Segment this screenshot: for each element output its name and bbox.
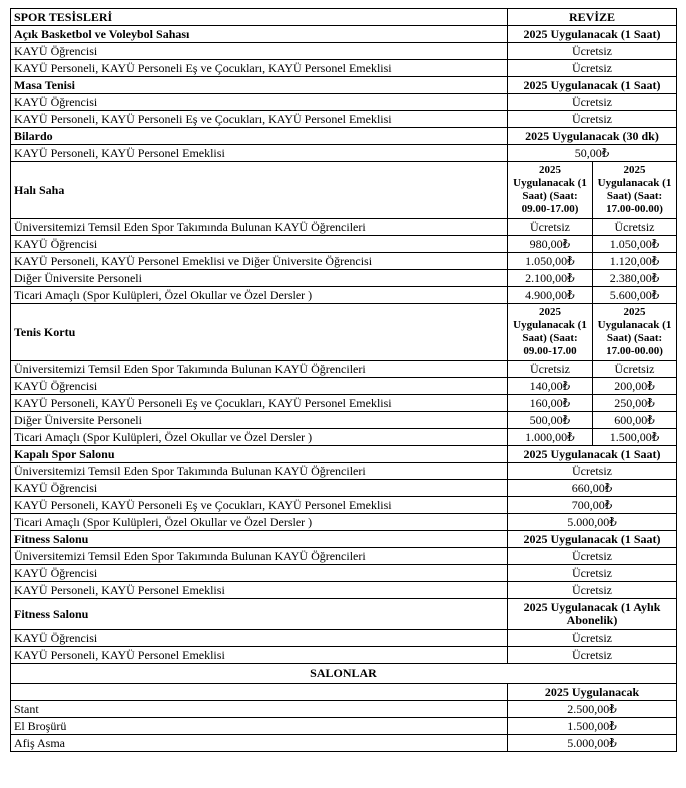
row-value-night: 1.500,00₺	[593, 429, 677, 446]
table-row	[11, 647, 677, 664]
row-label: El Broşürü	[11, 718, 508, 735]
row-label: Ticari Amaçlı (Spor Kulüpleri, Özel Okullar ve Özel Dersler )	[11, 514, 508, 531]
section-title: Tenis Kortu	[11, 304, 508, 361]
row-value: 5.000,00₺	[508, 735, 677, 752]
section-header-row	[11, 162, 677, 219]
section-title: Fitness Salonu	[11, 599, 508, 630]
row-value-night: 250,00₺	[593, 395, 677, 412]
table-row	[11, 395, 677, 412]
table-row	[11, 735, 677, 752]
section-price-header: 2025 Uygulanacak (1 Saat)	[508, 77, 677, 94]
table-row	[11, 145, 677, 162]
section-price-header-night: 2025 Uygulanacak (1 Saat) (Saat: 17.00-00.00)	[593, 304, 677, 361]
section-price-header-day: 2025 Uygulanacak (1 Saat) (Saat: 09.00-17.00	[508, 304, 593, 361]
row-label: KAYÜ Personeli, KAYÜ Personeli Eş ve Çocukları, KAYÜ Personel Emeklisi	[11, 497, 508, 514]
section-header-row	[11, 664, 677, 684]
section-price-header-night: 2025 Uygulanacak (1 Saat) (Saat: 17.00-00.00)	[593, 162, 677, 219]
row-label: Stant	[11, 701, 508, 718]
table-row	[11, 287, 677, 304]
row-value-day: 500,00₺	[508, 412, 593, 429]
section-price-header: 2025 Uygulanacak (30 dk)	[508, 128, 677, 145]
row-label: KAYÜ Personeli, KAYÜ Personeli Eş ve Çocukları, KAYÜ Personel Emeklisi	[11, 60, 508, 77]
row-value: Ücretsiz	[508, 60, 677, 77]
row-value-night: 200,00₺	[593, 378, 677, 395]
row-value: 660,00₺	[508, 480, 677, 497]
table-row	[11, 630, 677, 647]
fee-table	[10, 8, 677, 752]
table-row	[11, 701, 677, 718]
row-label: KAYÜ Personeli, KAYÜ Personel Emeklisi	[11, 647, 508, 664]
section-header-row	[11, 684, 677, 701]
row-label: Üniversitemizi Temsil Eden Spor Takımında Bulunan KAYÜ Öğrencileri	[11, 361, 508, 378]
row-value: Ücretsiz	[508, 111, 677, 128]
row-value-day: 1.050,00₺	[508, 253, 593, 270]
section-price-header: 2025 Uygulanacak	[508, 684, 677, 701]
table-row	[11, 412, 677, 429]
table-row	[11, 236, 677, 253]
table-row	[11, 514, 677, 531]
section-title: Fitness Salonu	[11, 531, 508, 548]
section-header-row	[11, 26, 677, 43]
row-label: KAYÜ Öğrencisi	[11, 378, 508, 395]
table-row	[11, 361, 677, 378]
table-row	[11, 480, 677, 497]
section-title: Masa Tenisi	[11, 77, 508, 94]
row-label: KAYÜ Personeli, KAYÜ Personeli Eş ve Çocukları, KAYÜ Personel Emeklisi	[11, 395, 508, 412]
section-price-header: 2025 Uygulanacak (1 Saat)	[508, 26, 677, 43]
row-value: 700,00₺	[508, 497, 677, 514]
row-value-night: 1.050,00₺	[593, 236, 677, 253]
row-label: Üniversitemizi Temsil Eden Spor Takımında Bulunan KAYÜ Öğrencileri	[11, 219, 508, 236]
row-label: Ticari Amaçlı (Spor Kulüpleri, Özel Okullar ve Özel Dersler )	[11, 287, 508, 304]
empty-cell	[11, 684, 508, 701]
table-row	[11, 429, 677, 446]
table-row	[11, 582, 677, 599]
section-title: Bilardo	[11, 128, 508, 145]
row-value-day: Ücretsiz	[508, 219, 593, 236]
row-value-day: Ücretsiz	[508, 361, 593, 378]
section-price-header: 2025 Uygulanacak (1 Saat)	[508, 446, 677, 463]
row-label: KAYÜ Personeli, KAYÜ Personel Emeklisi	[11, 145, 508, 162]
row-label: Diğer Üniversite Personeli	[11, 412, 508, 429]
row-value-night: Ücretsiz	[593, 361, 677, 378]
row-value: Ücretsiz	[508, 647, 677, 664]
table-row	[11, 219, 677, 236]
table-row	[11, 565, 677, 582]
table-row	[11, 463, 677, 480]
table-row	[11, 497, 677, 514]
table-row	[11, 111, 677, 128]
table-row	[11, 43, 677, 60]
row-value: Ücretsiz	[508, 565, 677, 582]
row-value: Ücretsiz	[508, 43, 677, 60]
table-header-row	[11, 9, 677, 26]
section-title: Halı Saha	[11, 162, 508, 219]
row-value: Ücretsiz	[508, 548, 677, 565]
table-row	[11, 94, 677, 111]
table-row	[11, 253, 677, 270]
row-value-night: 600,00₺	[593, 412, 677, 429]
row-value-day: 1.000,00₺	[508, 429, 593, 446]
row-value-day: 2.100,00₺	[508, 270, 593, 287]
revize-header: REVİZE	[508, 9, 677, 26]
row-label: KAYÜ Personeli, KAYÜ Personel Emeklisi	[11, 582, 508, 599]
row-value-day: 980,00₺	[508, 236, 593, 253]
section-price-header: 2025 Uygulanacak (1 Saat)	[508, 531, 677, 548]
section-header-row	[11, 531, 677, 548]
row-value-night: 1.120,00₺	[593, 253, 677, 270]
row-label: KAYÜ Öğrencisi	[11, 480, 508, 497]
section-title: Kapalı Spor Salonu	[11, 446, 508, 463]
table-row	[11, 270, 677, 287]
table-row	[11, 718, 677, 735]
row-value: 50,00₺	[508, 145, 677, 162]
row-value: Ücretsiz	[508, 94, 677, 111]
section-header-row	[11, 304, 677, 361]
row-label: KAYÜ Personeli, KAYÜ Personel Emeklisi ve Diğer Üniversite Öğrencisi	[11, 253, 508, 270]
row-label: KAYÜ Öğrencisi	[11, 94, 508, 111]
row-label: Üniversitemizi Temsil Eden Spor Takımında Bulunan KAYÜ Öğrencileri	[11, 463, 508, 480]
row-label: Üniversitemizi Temsil Eden Spor Takımında Bulunan KAYÜ Öğrencileri	[11, 548, 508, 565]
row-label: Ticari Amaçlı (Spor Kulüpleri, Özel Okullar ve Özel Dersler )	[11, 429, 508, 446]
section-header-row	[11, 446, 677, 463]
section-price-header: 2025 Uygulanacak (1 Aylık Abonelik)	[508, 599, 677, 630]
row-value: 2.500,00₺	[508, 701, 677, 718]
page-title: SPOR TESİSLERİ	[11, 9, 508, 26]
table-row	[11, 548, 677, 565]
row-value-night: Ücretsiz	[593, 219, 677, 236]
table-row	[11, 378, 677, 395]
section-title-salonlar: SALONLAR	[11, 664, 677, 684]
row-value-night: 2.380,00₺	[593, 270, 677, 287]
row-value: 1.500,00₺	[508, 718, 677, 735]
row-label: KAYÜ Öğrencisi	[11, 236, 508, 253]
row-label: KAYÜ Öğrencisi	[11, 630, 508, 647]
row-value: Ücretsiz	[508, 582, 677, 599]
row-label: KAYÜ Personeli, KAYÜ Personeli Eş ve Çocukları, KAYÜ Personel Emeklisi	[11, 111, 508, 128]
section-header-row	[11, 77, 677, 94]
section-header-row	[11, 599, 677, 630]
row-value-night: 5.600,00₺	[593, 287, 677, 304]
section-header-row	[11, 128, 677, 145]
row-value-day: 160,00₺	[508, 395, 593, 412]
row-label: KAYÜ Öğrencisi	[11, 43, 508, 60]
row-label: Afiş Asma	[11, 735, 508, 752]
row-value: 5.000,00₺	[508, 514, 677, 531]
section-price-header-day: 2025 Uygulanacak (1 Saat) (Saat: 09.00-17.00)	[508, 162, 593, 219]
row-value-day: 140,00₺	[508, 378, 593, 395]
row-label: Diğer Üniversite Personeli	[11, 270, 508, 287]
table-row	[11, 60, 677, 77]
row-value: Ücretsiz	[508, 630, 677, 647]
row-value: Ücretsiz	[508, 463, 677, 480]
row-value-day: 4.900,00₺	[508, 287, 593, 304]
section-title: Açık Basketbol ve Voleybol Sahası	[11, 26, 508, 43]
row-label: KAYÜ Öğrencisi	[11, 565, 508, 582]
